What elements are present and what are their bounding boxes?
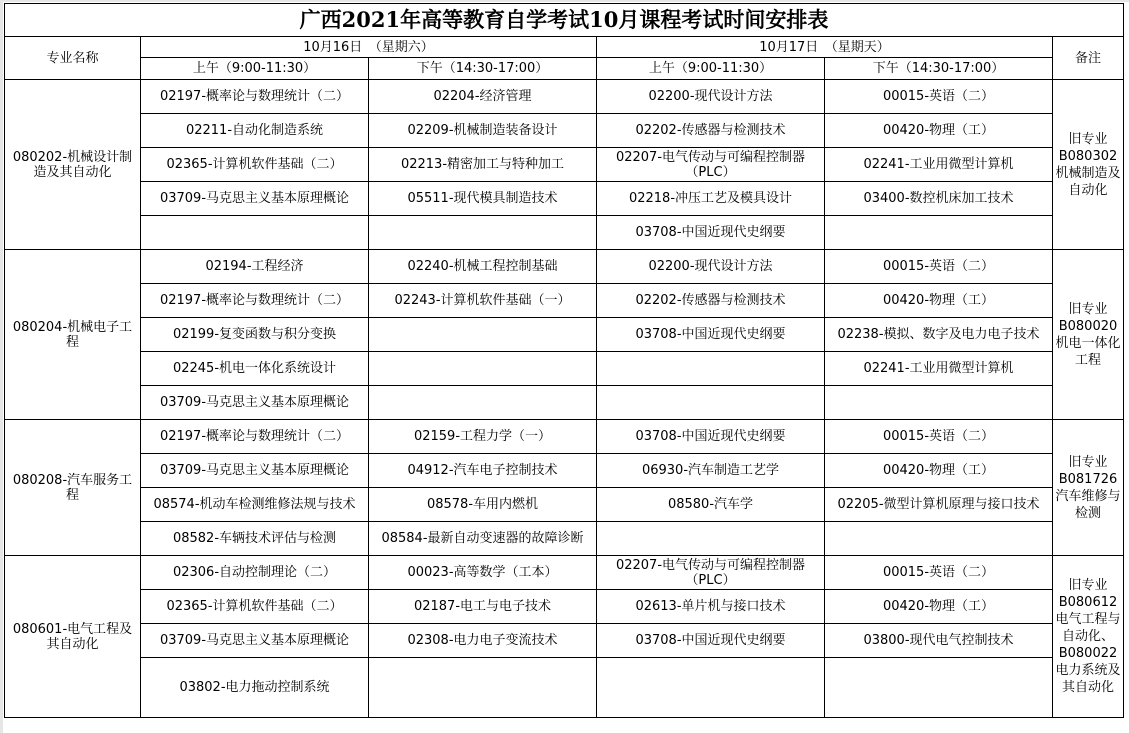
- course-cell-day1-pm: 08578-车用内燃机: [369, 488, 597, 522]
- course-cell-day2-pm: 03400-数控机床加工技术: [825, 182, 1053, 216]
- major-name-cell: 080208-汽车服务工程: [5, 420, 141, 556]
- course-cell-day1-am: 02197-概率论与数理统计（二）: [141, 420, 369, 454]
- course-cell-day1-am: 03802-电力拖动控制系统: [141, 658, 369, 718]
- course-cell-day1-pm: 02240-机械工程控制基础: [369, 250, 597, 284]
- table-row: [5, 590, 1124, 624]
- course-cell-day2-pm: 02241-工业用微型计算机: [825, 352, 1053, 386]
- course-cell-day2-pm: 00015-英语（二）: [825, 80, 1053, 114]
- course-cell-day2-am: 02613-单片机与接口技术: [597, 590, 825, 624]
- table-row: [5, 556, 1124, 590]
- course-cell-day1-pm: [369, 352, 597, 386]
- course-cell-day1-am: 02365-计算机软件基础（二）: [141, 148, 369, 182]
- course-cell-day1-am: 03709-马克思主义基本原理概论: [141, 386, 369, 420]
- header-note: 备注: [1053, 37, 1124, 80]
- course-cell-day2-pm: 02241-工业用微型计算机: [825, 148, 1053, 182]
- course-cell-day1-pm: [369, 658, 597, 718]
- note-cell: 旧专业B080020机电一体化工程: [1053, 250, 1124, 420]
- major-name-cell: 080202-机械设计制造及其自动化: [5, 80, 141, 250]
- sheet-gridline-top: [0, 0, 1129, 2]
- course-cell-day2-pm: 00015-英语（二）: [825, 556, 1053, 590]
- table-row: [5, 488, 1124, 522]
- course-cell-day2-am: [597, 522, 825, 556]
- course-cell-day2-pm: 00420-物理（工）: [825, 114, 1053, 148]
- course-cell-day1-pm: 02243-计算机软件基础（一）: [369, 284, 597, 318]
- course-cell-day2-pm: 00420-物理（工）: [825, 590, 1053, 624]
- course-cell-day1-pm: 08584-最新自动变速器的故障诊断: [369, 522, 597, 556]
- course-cell-day2-am: 02202-传感器与检测技术: [597, 114, 825, 148]
- header-day-2: 10月17日 （星期天）: [597, 37, 1053, 58]
- course-cell-day1-am: 02211-自动化制造系统: [141, 114, 369, 148]
- course-cell-day1-am: [141, 216, 369, 250]
- course-cell-day2-am: [597, 352, 825, 386]
- exam-schedule-table: [4, 3, 1124, 718]
- table-row: [5, 114, 1124, 148]
- course-cell-day2-am: 02202-传感器与检测技术: [597, 284, 825, 318]
- course-cell-day2-am: 02207-电气传动与可编程控制器（PLC）: [597, 148, 825, 182]
- course-cell-day1-am: 02197-概率论与数理统计（二）: [141, 284, 369, 318]
- course-cell-day1-am: 08574-机动车检测维修法规与技术: [141, 488, 369, 522]
- course-cell-day2-pm: [825, 658, 1053, 718]
- note-cell: 旧专业B081726汽车维修与检测: [1053, 420, 1124, 556]
- header-day2-pm: 下午（14:30-17:00）: [825, 58, 1053, 80]
- course-cell-day2-am: 03708-中国近现代史纲要: [597, 216, 825, 250]
- course-cell-day2-am: 03708-中国近现代史纲要: [597, 318, 825, 352]
- course-cell-day2-am: 02207-电气传动与可编程控制器（PLC）: [597, 556, 825, 590]
- table-row: [5, 522, 1124, 556]
- course-cell-day1-am: 02194-工程经济: [141, 250, 369, 284]
- table-row: [5, 216, 1124, 250]
- course-cell-day2-pm: 00015-英语（二）: [825, 250, 1053, 284]
- course-cell-day1-pm: 02187-电工与电子技术: [369, 590, 597, 624]
- table-row: [5, 624, 1124, 658]
- course-cell-day2-pm: 00015-英语（二）: [825, 420, 1053, 454]
- course-cell-day1-am: 02199-复变函数与积分变换: [141, 318, 369, 352]
- table-row: [5, 318, 1124, 352]
- course-cell-day2-am: 03708-中国近现代史纲要: [597, 624, 825, 658]
- table-row: [5, 420, 1124, 454]
- table-row: [5, 658, 1124, 718]
- table-row: [5, 352, 1124, 386]
- course-cell-day2-am: 03708-中国近现代史纲要: [597, 420, 825, 454]
- course-cell-day1-am: 08582-车辆技术评估与检测: [141, 522, 369, 556]
- header-day2-am: 上午（9:00-11:30）: [597, 58, 825, 80]
- course-cell-day1-pm: 02159-工程力学（一）: [369, 420, 597, 454]
- course-cell-day1-pm: 02308-电力电子变流技术: [369, 624, 597, 658]
- course-cell-day1-am: 02245-机电一体化系统设计: [141, 352, 369, 386]
- course-cell-day1-pm: 05511-现代模具制造技术: [369, 182, 597, 216]
- course-cell-day2-am: 02218-冲压工艺及模具设计: [597, 182, 825, 216]
- course-cell-day2-am: 08580-汽车学: [597, 488, 825, 522]
- course-cell-day2-pm: 02205-微型计算机原理与接口技术: [825, 488, 1053, 522]
- note-cell: 旧专业B080612电气工程与自动化、B080022电力系统及其自动化: [1053, 556, 1124, 718]
- note-cell: 旧专业B080302机械制造及自动化: [1053, 80, 1124, 250]
- course-cell-day1-am: 02365-计算机软件基础（二）: [141, 590, 369, 624]
- course-cell-day2-pm: [825, 386, 1053, 420]
- course-cell-day2-pm: 00420-物理（工）: [825, 454, 1053, 488]
- course-cell-day1-pm: [369, 318, 597, 352]
- table-row: [5, 284, 1124, 318]
- course-cell-day2-am: [597, 386, 825, 420]
- course-cell-day2-pm: [825, 522, 1053, 556]
- page-title: 广西2021年高等教育自学考试10月课程考试时间安排表: [5, 4, 1124, 37]
- major-name-cell: 080601-电气工程及其自动化: [5, 556, 141, 718]
- course-cell-day1-pm: 02213-精密加工与特种加工: [369, 148, 597, 182]
- course-cell-day1-am: 03709-马克思主义基本原理概论: [141, 182, 369, 216]
- table-row: [5, 182, 1124, 216]
- sheet-gridline-left: [0, 0, 3, 733]
- course-cell-day2-pm: 02238-模拟、数字及电力电子技术: [825, 318, 1053, 352]
- table-row: [5, 454, 1124, 488]
- course-cell-day2-am: 02200-现代设计方法: [597, 80, 825, 114]
- course-cell-day2-am: 02200-现代设计方法: [597, 250, 825, 284]
- table-row: [5, 386, 1124, 420]
- course-cell-day1-pm: 00023-高等数学（工本）: [369, 556, 597, 590]
- header-major-name: 专业名称: [5, 37, 141, 80]
- major-name-cell: 080204-机械电子工程: [5, 250, 141, 420]
- course-cell-day2-am: 06930-汽车制造工艺学: [597, 454, 825, 488]
- course-cell-day2-pm: [825, 216, 1053, 250]
- course-cell-day1-pm: [369, 216, 597, 250]
- course-cell-day1-pm: 04912-汽车电子控制技术: [369, 454, 597, 488]
- table-row: [5, 148, 1124, 182]
- table-row: [5, 80, 1124, 114]
- course-cell-day1-pm: 02209-机械制造装备设计: [369, 114, 597, 148]
- course-cell-day1-pm: 02204-经济管理: [369, 80, 597, 114]
- course-cell-day1-am: 02197-概率论与数理统计（二）: [141, 80, 369, 114]
- course-cell-day1-am: 02306-自动控制理论（二）: [141, 556, 369, 590]
- course-cell-day1-am: 03709-马克思主义基本原理概论: [141, 624, 369, 658]
- table-body: [5, 4, 1124, 718]
- course-cell-day1-am: 03709-马克思主义基本原理概论: [141, 454, 369, 488]
- header-day1-am: 上午（9:00-11:30）: [141, 58, 369, 80]
- course-cell-day2-am: [597, 658, 825, 718]
- header-day-1: 10月16日 （星期六）: [141, 37, 597, 58]
- header-day1-pm: 下午（14:30-17:00）: [369, 58, 597, 80]
- course-cell-day1-pm: [369, 386, 597, 420]
- table-row: [5, 250, 1124, 284]
- course-cell-day2-pm: 03800-现代电气控制技术: [825, 624, 1053, 658]
- course-cell-day2-pm: 00420-物理（工）: [825, 284, 1053, 318]
